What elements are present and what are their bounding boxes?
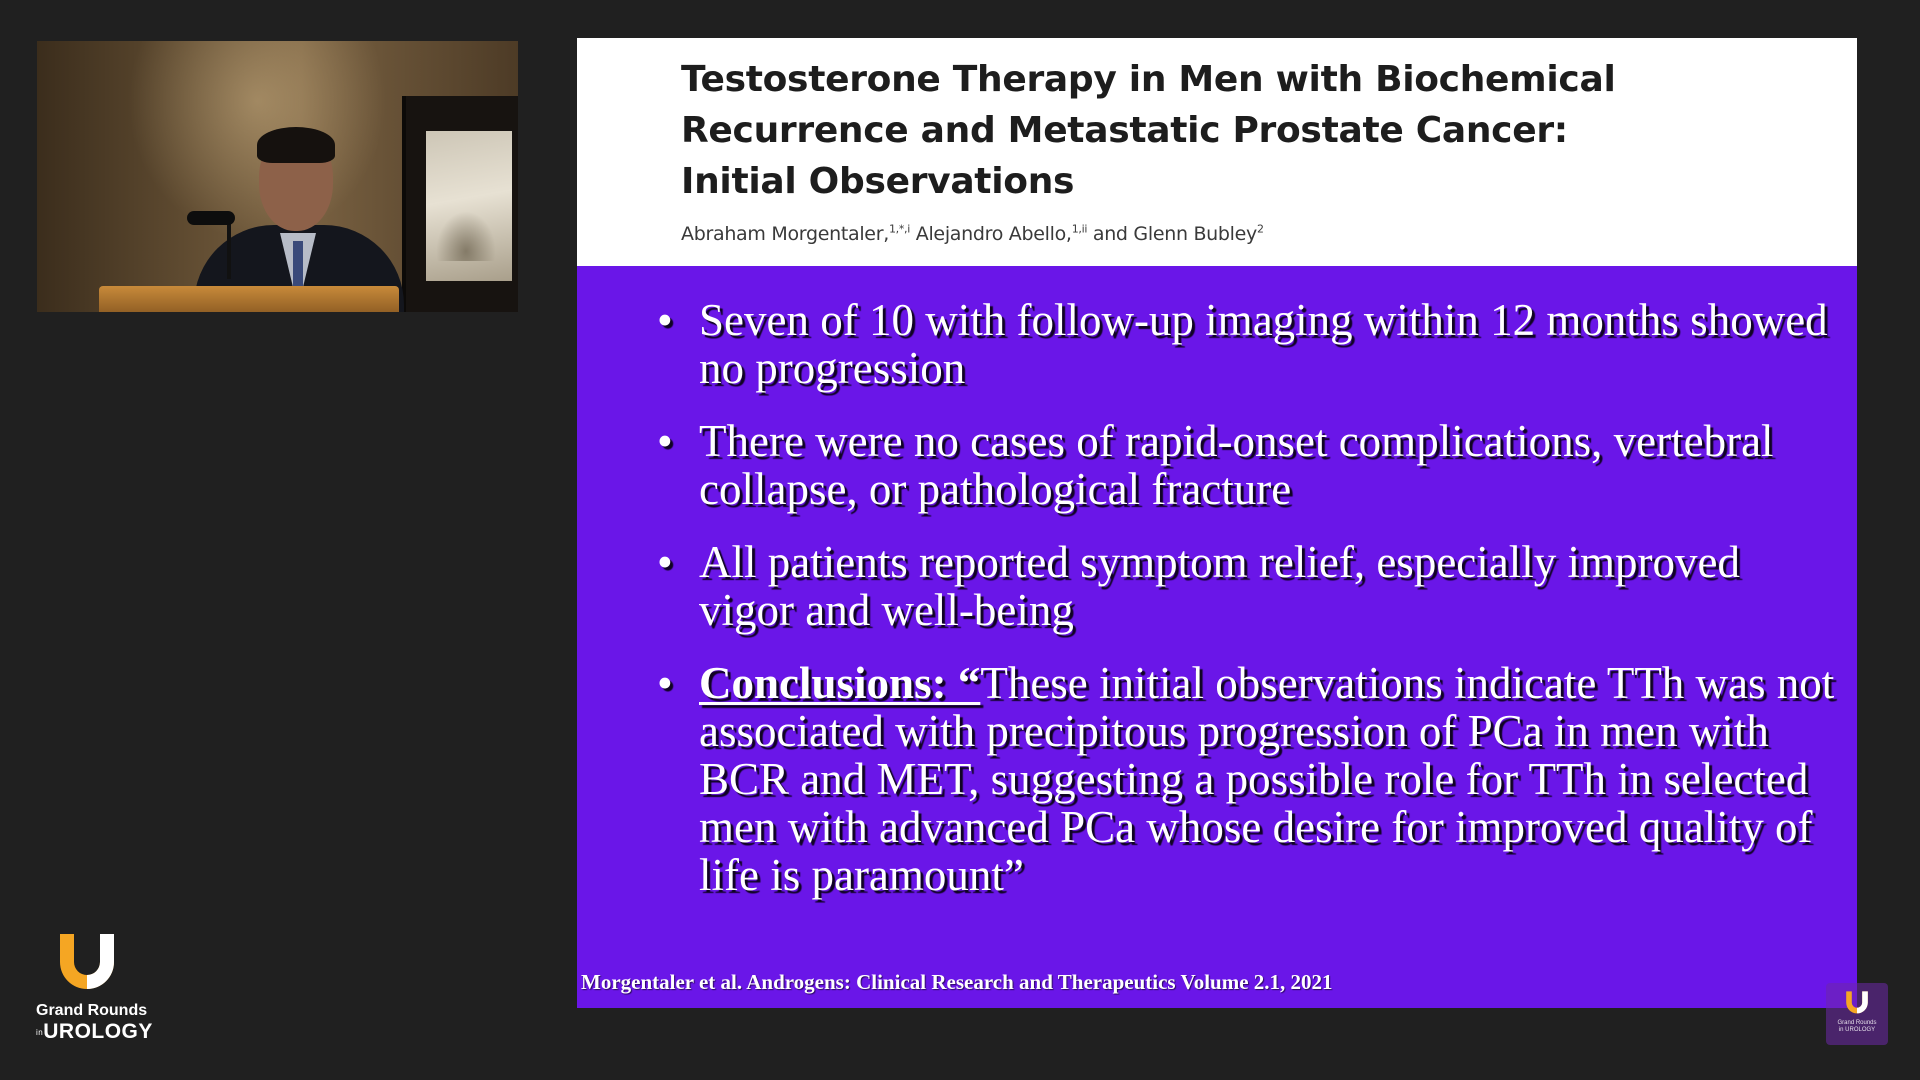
bullet-text: There were no cases of rapid-onset complications, vertebral collapse, or pathological fracture [699,416,1774,514]
author-affiliation: 1,*,i [888,222,911,236]
paper-title-line: Initial Observations [681,161,1075,202]
brand-text-urology [36,1020,153,1044]
video-speaker-hair [257,127,335,163]
author-name: Abraham Morgentaler, [681,223,889,245]
author-affiliation: 1,ii [1071,222,1088,236]
bullet-item-conclusion [657,659,1837,899]
author-name: Alejandro Abello, [910,223,1072,245]
video-picture-canvas [426,131,512,281]
grand-rounds-logo [36,924,153,1048]
conclusions-label: Conclusions: “ [699,658,981,708]
u-logo-icon [52,928,122,998]
author-affiliation: 2 [1257,222,1264,236]
paper-authors [681,223,1264,245]
video-podium [99,286,399,312]
watermark-line: in UROLOGY [1838,1027,1876,1033]
brand-text-in: in [36,1027,44,1037]
watermark-logo [1826,983,1888,1045]
paper-title-line: Recurrence and Metastatic Prostate Cancer: [681,110,1568,151]
slide-paper-header [577,38,1857,266]
brand-text-grand-rounds: Grand Rounds [36,1002,148,1019]
watermark-line: Grand Rounds [1837,1020,1877,1026]
bullet-dot: • [657,537,673,587]
bullet-dot: • [657,658,673,708]
slide-bullet-list [657,296,1837,924]
video-mic-stand [227,219,231,279]
paper-title-line: Testosterone Therapy in Men with Biochemical [681,59,1616,100]
presentation-slide [577,38,1857,1008]
speaker-video [37,41,518,312]
bullet-item [657,538,1837,634]
watermark-text [1826,1020,1888,1034]
video-wall-picture [402,96,518,312]
bullet-dot: • [657,416,673,466]
author-name: and Glenn Bubley [1087,223,1257,245]
bullet-item [657,296,1837,392]
u-logo-icon [1843,989,1871,1017]
bullet-text: All patients reported symptom relief, especially improved vigor and well-being [699,537,1740,635]
video-speaker-tie [293,241,303,291]
bullet-item [657,417,1837,513]
bullet-text: Seven of 10 with follow-up imaging within 12 months showed no progression [699,295,1828,393]
bullet-dot: • [657,295,673,345]
conclusions-text: These initial observations indicate TTh was not associated with precipitous progression of PCa in men with BCR and MET, suggesting a possible role for TTh in selected men with advanced PCa whose desire for improved quality of life is paramount” [699,658,1835,900]
brand-text-urology-word: UROLOGY [43,1020,153,1043]
video-microphone [187,211,235,225]
slide-citation: Morgentaler et al. Androgens: Clinical Research and Therapeutics Volume 2.1, 2021 [581,970,1333,994]
paper-title [681,54,1781,207]
